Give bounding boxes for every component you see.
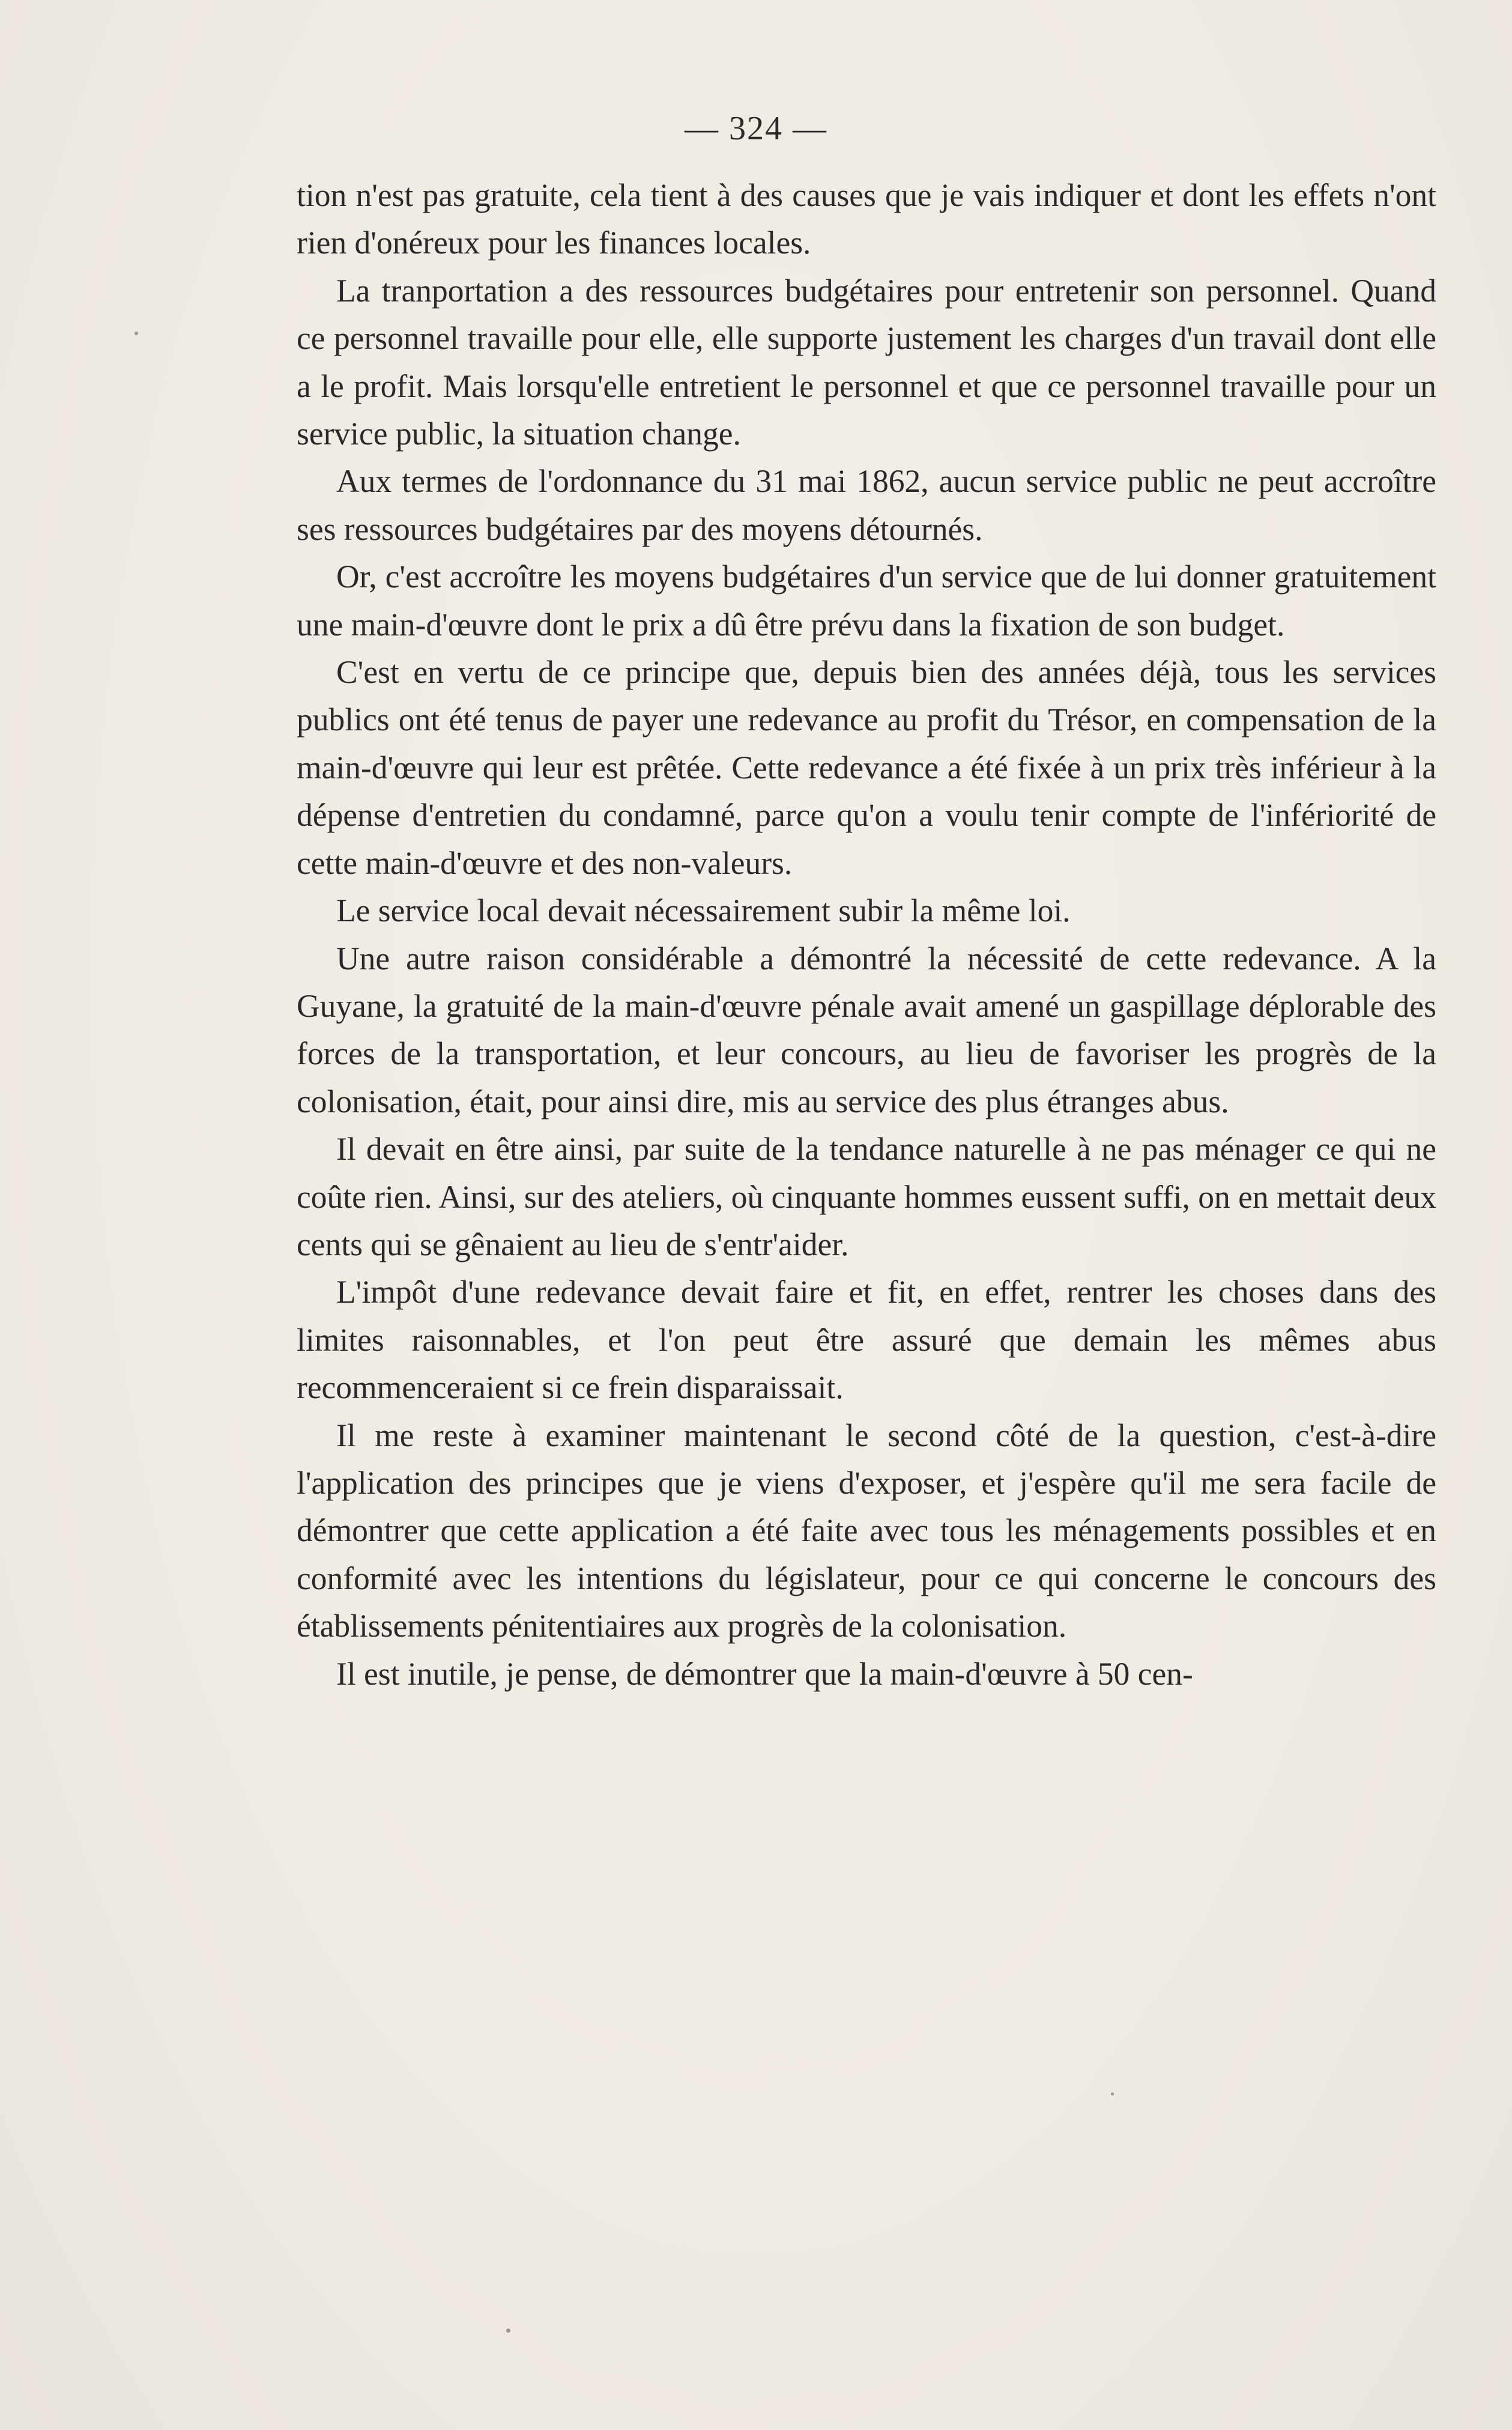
paragraph: Aux termes de l'ordonnance du 31 mai 1862, aucun service public ne peut accroître ses ressources budgétaires par des moyens détournés. (297, 463, 1436, 547)
body-text (297, 172, 1436, 1698)
paragraph: Le service local devait nécessairement subir la même loi. (336, 892, 1071, 929)
paper-speck (135, 332, 138, 335)
paper-speck (1111, 2092, 1114, 2095)
paragraph: La tranportation a des ressources budgétaires pour entretenir son personnel. Quand ce personnel travaille pour elle, elle supporte justement les charges d'un travail dont elle a le profit. Mais lorsqu'elle entretient le personnel et que ce personnel travaille pour un service public, la situation change. (297, 272, 1436, 452)
paragraph: Il devait en être ainsi, par suite de la tendance naturelle à ne pas ménager ce qui ne coûte rien. Ainsi, sur des ateliers, où cinquante hommes eussent suffi, on en mettait deux cents qui se gênaient au lieu de s'entr'aider. (297, 1131, 1436, 1262)
paragraph: Il est inutile, je pense, de démontrer que la main-d'œuvre à 50 cen- (336, 1655, 1193, 1692)
page-number: — 324 — (685, 110, 827, 147)
paper-speck (506, 2328, 510, 2333)
paragraph: tion n'est pas gratuite, cela tient à des causes que je vais indiquer et dont les effets n'ont rien d'onéreux pour les finances locales. (297, 177, 1436, 261)
paragraph: Il me reste à examiner maintenant le second côté de la question, c'est-à-dire l'application des principes que je viens d'exposer, et j'espère qu'il me sera facile de démontrer que cette application a été faite avec tous les ménagements possibles et en conformité avec les intentions du législateur, pour ce qui concerne le concours des établissements pénitentiaires aux progrès de la colonisation. (297, 1417, 1436, 1644)
paragraph: L'impôt d'une redevance devait faire et fit, en effet, rentrer les choses dans des limites raisonnables, et l'on peut être assuré que demain les mêmes abus recommenceraient si ce frein disparaissait. (297, 1274, 1436, 1406)
paragraph: Or, c'est accroître les moyens budgétaires d'un service que de lui donner gratuitement une main-d'œuvre dont le prix a dû être prévu dans la fixation de son budget. (297, 559, 1436, 643)
paragraph: C'est en vertu de ce principe que, depuis bien des années déjà, tous les services publics ont été tenus de payer une redevance au profit du Trésor, en compensation de la main-d'œuvre qui leur est prêtée. Cette redevance a été fixée à un prix très inférieur à la dépense d'entretien du condamné, parce qu'on a voulu tenir compte de l'infériorité de cette main-d'œuvre et des non-valeurs. (297, 654, 1436, 881)
paragraph: Une autre raison considérable a démontré la nécessité de cette redevance. A la Guyane, la gratuité de la main-d'œuvre pénale avait amené un gaspillage déplorable des forces de la transportation, et leur concours, au lieu de favoriser les progrès de la colonisation, était, pour ainsi dire, mis au service des plus étranges abus. (297, 940, 1436, 1120)
